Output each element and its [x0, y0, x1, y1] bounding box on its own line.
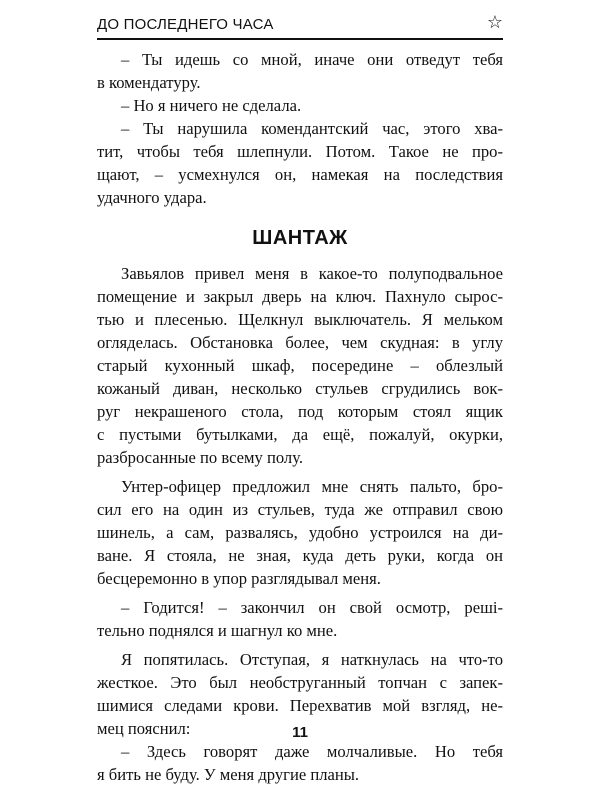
text-line: – Годится! – закончил он свой осмотр, решi-	[121, 598, 503, 617]
page-number: 11	[292, 724, 308, 741]
paragraph	[97, 740, 503, 786]
text-line: удачного удара.	[97, 188, 207, 207]
paragraph	[97, 48, 503, 94]
paragraph	[97, 94, 503, 117]
text-line: с пустыми бутылками, да ещё, пожалуй, окурки,	[97, 425, 503, 444]
text-line: в комендатуру.	[97, 73, 201, 92]
text-line: – Но я ничего не сделала.	[121, 96, 302, 115]
text-line: сил его на один из стульев, туда же отправил свою	[97, 500, 503, 519]
text-line: Унтер-офицер предложил мне снять пальто, бро-	[121, 477, 503, 496]
text-line: Завьялов привел меня в какое-то полуподвальное	[121, 264, 503, 283]
text-line: разбросанные по всему полу.	[97, 448, 303, 467]
text-line: тит, чтобы тебя шлепнули. Потом. Такое не про-	[97, 142, 503, 161]
dialogue-block	[97, 48, 503, 209]
chapter-title: ШАНТАЖ	[252, 227, 348, 249]
text-line: я бить не буду. У меня другие планы.	[97, 765, 360, 784]
running-title: ДО ПОСЛЕДНЕГО ЧАСА	[97, 16, 274, 33]
text-line: кожаный диван, несколько стульев сгрудились вок-	[97, 379, 503, 398]
star-outline-icon: ☆	[486, 12, 503, 33]
text-line: руг некрашеного стола, под которым стоял ящик	[97, 402, 503, 421]
paragraph	[97, 596, 503, 642]
text-line: тельно поднялся и шагнул ко мне.	[97, 621, 338, 640]
paragraph	[97, 117, 503, 209]
text-line: – Ты идешь со мной, иначе они отведут тебя	[121, 50, 503, 69]
paragraph	[97, 475, 503, 590]
text-line: щают, – усмехнулся он, намекая на последствия	[97, 165, 503, 184]
text-line: тью и плесенью. Щелкнул выключатель. Я мельком	[97, 310, 503, 329]
text-line: – Ты нарушила комендантский час, этого хва-	[121, 119, 503, 138]
running-header	[97, 10, 503, 40]
text-line: ване. Я стояла, не зная, куда деть руки, когда он	[97, 546, 503, 565]
text-line: помещение и закрыл дверь на ключ. Пахнуло сырос-	[97, 287, 503, 306]
body-text	[97, 262, 503, 786]
text-line: бесцеремонно в упор разглядывал меня.	[97, 569, 381, 588]
paragraph	[97, 262, 503, 469]
text-line: мец пояснил:	[97, 719, 191, 738]
text-line: шинель, а сам, развалясь, удобно устроился на ди-	[97, 523, 503, 542]
text-line: старый кухонный шкаф, посередине – облезлый	[97, 356, 503, 375]
text-line: огляделась. Обстановка более, чем скудная: в углу	[97, 333, 503, 352]
text-line: – Здесь говорят даже молчаливые. Но тебя	[121, 742, 503, 761]
text-line: Я попятилась. Отступая, я наткнулась на что-то	[121, 650, 503, 669]
text-line: жесткое. Это был необструганный топчан с запек-	[97, 673, 503, 692]
text-line: шимися следами крови. Перехватив мой взгляд, не-	[97, 696, 503, 715]
